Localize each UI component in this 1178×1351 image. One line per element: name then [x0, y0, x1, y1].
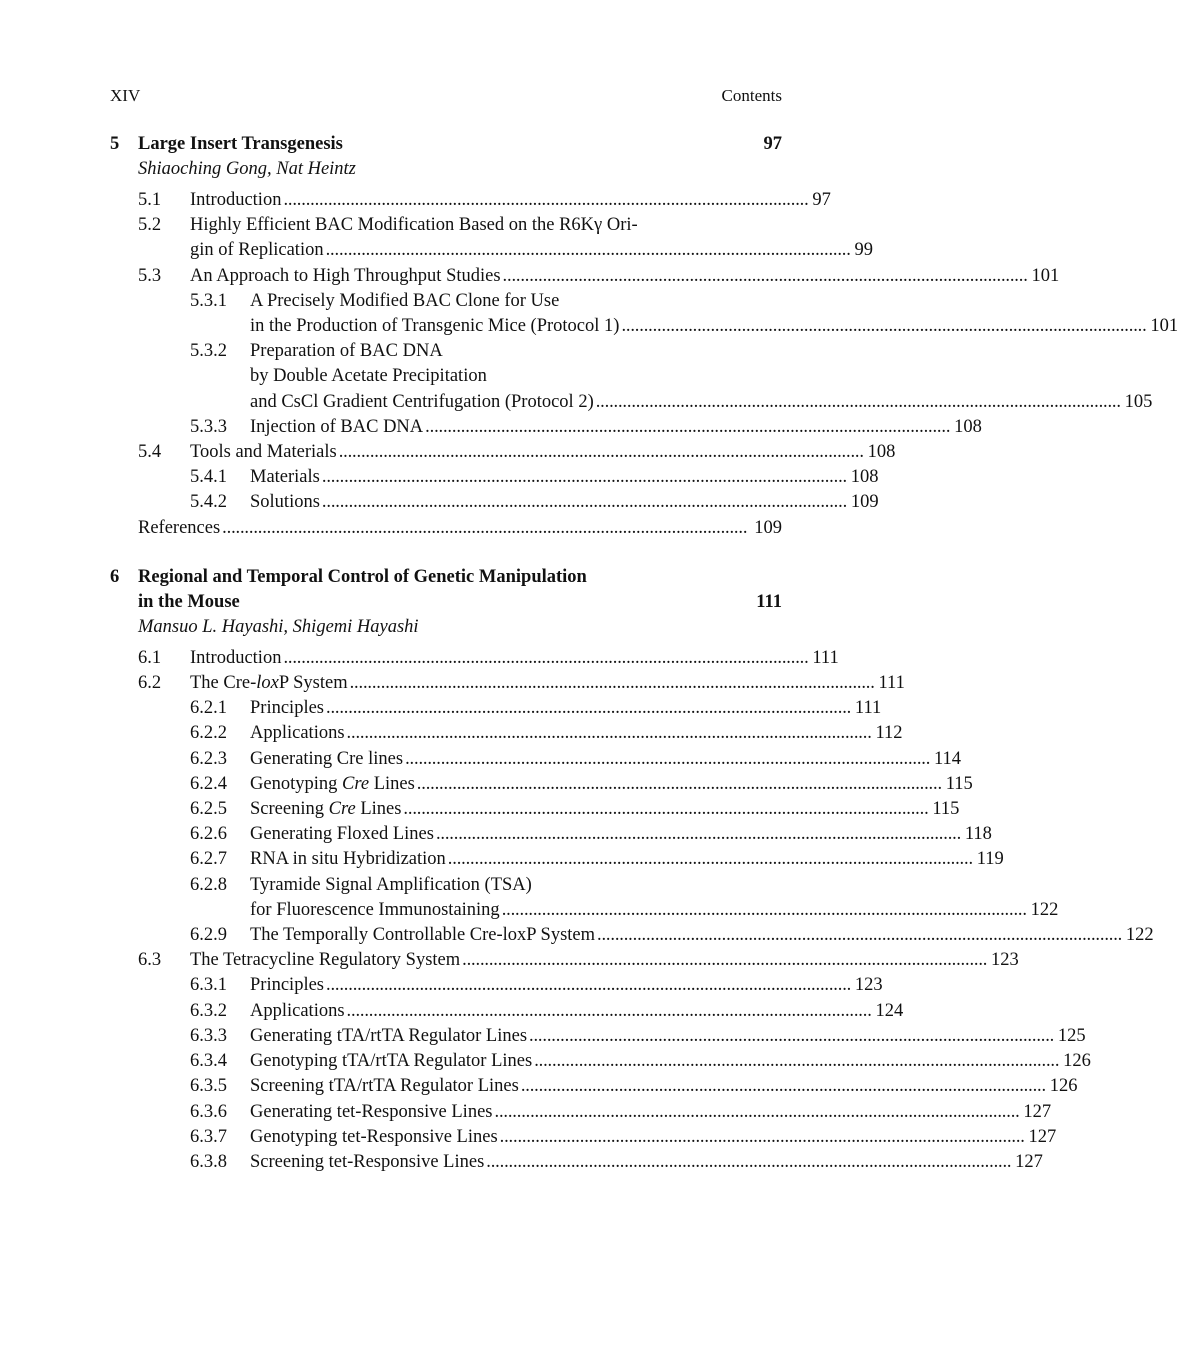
toc-entry [110, 188, 831, 213]
section-number: 5.3.3 [190, 416, 227, 437]
section-title-line: Tyramide Signal Amplification (TSA) [250, 874, 532, 895]
leader-dots [326, 696, 849, 721]
toc-entry [110, 1049, 1091, 1074]
leader-dots [597, 923, 1120, 948]
toc-entry [110, 1100, 1052, 1125]
section-title: Introduction [190, 647, 282, 668]
toc-entry [110, 440, 896, 465]
section-title-line: Preparation of BAC DNA [250, 341, 443, 362]
chapter-heading-line-2 [110, 590, 782, 615]
section-title-line: in the Production of Transgenic Mice (Protocol 1) [250, 316, 620, 337]
section-number: 5.2 [138, 215, 162, 236]
section-page: 122 [1125, 925, 1154, 946]
section-number: 6.1 [138, 647, 162, 668]
section-page: 112 [875, 723, 903, 744]
leader-dots [322, 490, 845, 515]
chapter-authors: Mansuo L. Hayashi, Shigemi Hayashi [138, 616, 419, 637]
toc-entry [110, 797, 960, 822]
section-title-line: and CsCl Gradient Centrifugation (Protocol 2) [250, 391, 594, 412]
section-title [250, 772, 415, 797]
section-number: 5.4.1 [190, 467, 227, 488]
section-page: 114 [933, 748, 962, 769]
chapter-page: 111 [756, 591, 782, 612]
section-title: Generating tTA/rtTA Regulator Lines [250, 1025, 528, 1046]
section-title: Injection of BAC DNA [250, 416, 424, 437]
leader-dots [448, 847, 971, 872]
leader-dots [534, 1049, 1057, 1074]
section-title-line: Highly Efficient BAC Modification Based on the R6Kγ Ori- [190, 215, 638, 236]
section-page: 109 [754, 517, 782, 538]
chapter-5 [110, 132, 1178, 541]
section-title [190, 671, 348, 696]
section-number: 6.3.6 [190, 1101, 227, 1122]
section-number: 6.3.4 [190, 1051, 227, 1072]
section-page: 105 [1124, 391, 1153, 412]
section-number: 6.2 [138, 673, 162, 694]
section-page: 99 [854, 240, 873, 261]
chapter-number: 5 [110, 134, 120, 154]
toc-entry [110, 213, 873, 263]
section-title: Tools and Materials [190, 442, 337, 463]
title-part: The Cre- [190, 673, 257, 694]
toc-entry [110, 973, 883, 998]
section-number: 6.3.8 [190, 1151, 227, 1172]
toc-entry [110, 923, 1154, 948]
section-title [250, 797, 401, 822]
section-page: 127 [1028, 1126, 1057, 1147]
leader-dots [283, 188, 806, 213]
section-number: 6.2.6 [190, 824, 227, 845]
section-title-line: by Double Acetate Precipitation [250, 366, 487, 387]
section-page: 115 [932, 799, 960, 820]
leader-dots [500, 1125, 1023, 1150]
section-page: 124 [875, 1000, 904, 1021]
section-title: References [138, 517, 221, 538]
toc-entry [110, 1125, 1057, 1150]
section-page: 127 [1015, 1151, 1043, 1172]
section-number: 6.2.1 [190, 698, 227, 719]
section-number: 5.4.2 [190, 492, 227, 513]
chapter-heading [110, 132, 782, 157]
section-page: 111 [812, 647, 839, 668]
section-page: 111 [878, 673, 905, 694]
section-title: Genotyping tet-Responsive Lines [250, 1126, 498, 1147]
section-number: 6.3.2 [190, 1000, 227, 1021]
section-number: 5.3.2 [190, 341, 227, 362]
leader-dots [436, 822, 959, 847]
section-title-line: for Fluorescence Immunostaining [250, 899, 500, 920]
section-page: 125 [1057, 1025, 1086, 1046]
section-page: 122 [1030, 899, 1059, 920]
leader-dots [350, 671, 873, 696]
section-number: 6.3.7 [190, 1126, 227, 1147]
chapter-authors: Shiaoching Gong, Nat Heintz [138, 159, 356, 179]
leader-dots [417, 772, 940, 797]
section-number: 6.2.8 [190, 874, 227, 895]
section-number: 5.1 [138, 190, 162, 210]
toc-entry [110, 847, 1004, 872]
toc-entry [110, 289, 1178, 339]
section-page: 115 [945, 773, 973, 794]
toc-page [110, 86, 1178, 1175]
chapter-title-line: Regional and Temporal Control of Genetic Manipulation [138, 566, 587, 587]
chapter-number: 6 [110, 566, 120, 587]
toc-entry [110, 671, 905, 696]
chapter-number-spacer [110, 590, 138, 615]
section-page: 126 [1049, 1076, 1078, 1097]
section-number: 5.4 [138, 442, 162, 463]
section-number: 6.3 [138, 950, 162, 971]
chapter-title: Large Insert Transgenesis [138, 134, 343, 154]
leader-dots [326, 973, 849, 998]
section-title: Screening tTA/rtTA Regulator Lines [250, 1076, 519, 1097]
section-page: 118 [964, 824, 992, 845]
toc-entry [110, 696, 882, 721]
section-page: 108 [867, 442, 896, 463]
section-title: RNA in situ Hybridization [250, 849, 446, 870]
toc-entry [110, 1024, 1086, 1049]
title-italic: Cre [328, 799, 356, 820]
section-number: 6.2.3 [190, 748, 227, 769]
section-title: Genotyping tTA/rtTA Regulator Lines [250, 1051, 533, 1072]
leader-dots [222, 516, 748, 541]
section-title: The Tetracycline Regulatory System [190, 950, 461, 971]
title-italic: lox [256, 673, 279, 694]
title-part: Genotyping [250, 773, 342, 794]
section-number: 6.2.2 [190, 723, 227, 744]
section-page: 126 [1063, 1051, 1091, 1072]
toc-entry [110, 747, 962, 772]
chapter-title-line: in the Mouse [138, 591, 240, 612]
toc-entry [110, 721, 903, 746]
section-title: An Approach to High Throughput Studies [190, 265, 501, 286]
section-page: 127 [1023, 1101, 1052, 1122]
section-number: 6.3.5 [190, 1076, 227, 1097]
toc-entry [110, 646, 839, 671]
section-title: Solutions [250, 492, 320, 513]
section-number: 5.3.1 [190, 290, 227, 311]
section-title: Generating tet-Responsive Lines [250, 1101, 493, 1122]
leader-dots [529, 1024, 1052, 1049]
toc-entry [110, 490, 879, 515]
leader-dots [596, 390, 1119, 415]
section-title-line: gin of Replication [190, 240, 324, 261]
section-page: 108 [954, 416, 982, 437]
chapter-page: 97 [763, 134, 782, 154]
section-title: Generating Floxed Lines [250, 824, 434, 845]
leader-dots [425, 415, 948, 440]
leader-dots [502, 898, 1025, 923]
section-title: Introduction [190, 190, 282, 210]
chapter-heading [110, 565, 782, 590]
section-number: 5.3 [138, 265, 162, 286]
title-italic: Cre [341, 773, 370, 794]
toc-entry-references [138, 516, 782, 541]
section-title: The Temporally Controllable Cre-loxP System [250, 925, 596, 946]
toc-entry [110, 1150, 1043, 1175]
toc-entry [110, 415, 982, 440]
leader-dots [621, 314, 1144, 339]
leader-dots [283, 646, 806, 671]
running-title: Contents [721, 86, 782, 105]
title-part: Lines [369, 773, 415, 794]
section-number: 6.3.3 [190, 1025, 227, 1046]
leader-dots [347, 999, 870, 1024]
section-page: 123 [991, 950, 1019, 971]
toc-entry [110, 822, 992, 847]
section-number: 6.2.7 [190, 849, 227, 870]
toc-entry [110, 339, 1153, 415]
chapter-6 [110, 565, 1154, 1175]
toc-entry [110, 264, 1060, 289]
section-page: 109 [850, 492, 879, 513]
leader-dots [495, 1100, 1018, 1125]
leader-dots [521, 1074, 1044, 1099]
leader-dots [347, 721, 870, 746]
running-header [110, 86, 782, 110]
section-title: Principles [250, 975, 324, 996]
page-number-roman: XIV [110, 86, 141, 105]
toc-entry [110, 999, 904, 1024]
section-page: 97 [812, 190, 831, 210]
section-number: 6.3.1 [190, 975, 227, 996]
section-title: Applications [250, 723, 345, 744]
section-title-line: A Precisely Modified BAC Clone for Use [250, 290, 560, 311]
section-title: Screening tet-Responsive Lines [250, 1151, 485, 1172]
leader-dots [486, 1150, 1009, 1175]
leader-dots [326, 238, 849, 263]
section-page: 123 [854, 975, 883, 996]
section-page: 111 [854, 698, 882, 719]
section-page: 101 [1150, 316, 1178, 337]
leader-dots [405, 747, 928, 772]
leader-dots [503, 264, 1026, 289]
title-part: Screening [250, 799, 329, 820]
section-page: 108 [850, 467, 879, 488]
toc-entry [110, 772, 973, 797]
title-part: P System [278, 673, 348, 694]
toc-entry [110, 1074, 1078, 1099]
section-number: 6.2.4 [190, 773, 227, 794]
toc-entry [110, 465, 879, 490]
section-title: Materials [250, 467, 320, 488]
section-number: 6.2.9 [190, 925, 227, 946]
toc-entry [110, 948, 1019, 973]
section-page: 101 [1031, 265, 1060, 286]
title-part: Lines [355, 799, 402, 820]
section-title: Principles [250, 698, 324, 719]
section-page: 119 [976, 849, 1004, 870]
leader-dots [339, 440, 862, 465]
section-number: 6.2.5 [190, 799, 227, 820]
toc-entry [110, 873, 1059, 923]
leader-dots [403, 797, 926, 822]
leader-dots [322, 465, 845, 490]
section-title: Generating Cre lines [250, 748, 404, 769]
section-title: Applications [250, 1000, 345, 1021]
leader-dots [462, 948, 985, 973]
